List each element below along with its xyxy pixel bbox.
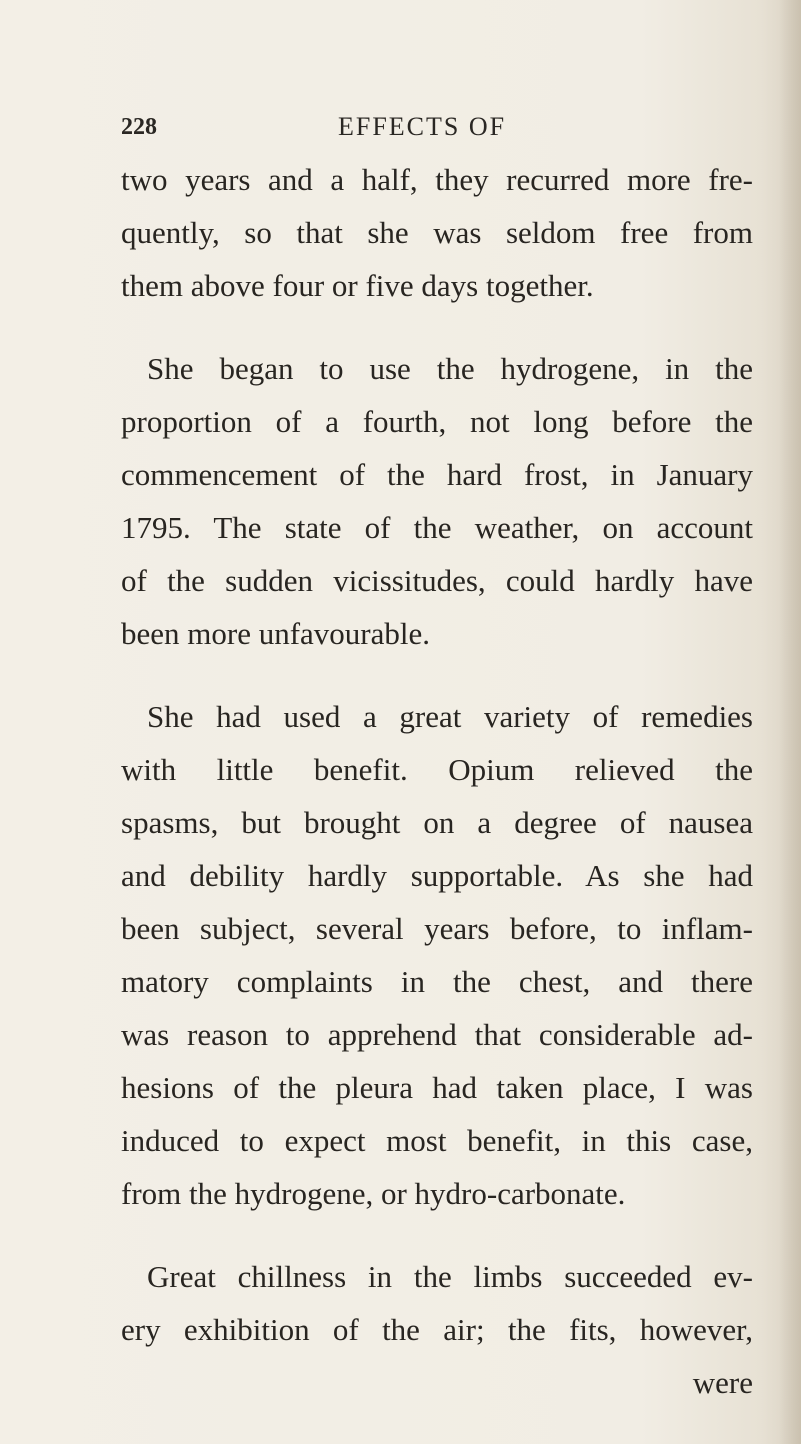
text-line: been subject, several years before, to inflam- — [121, 911, 753, 946]
text-line: hesions of the pleura had taken place, I was — [121, 1070, 753, 1105]
page-header — [0, 112, 801, 152]
text-line: She had used a great variety of remedies — [147, 699, 753, 734]
text-line: She began to use the hydrogene, in the — [147, 351, 753, 386]
text-line: spasms, but brought on a degree of nausea — [121, 805, 753, 840]
text-line: proportion of a fourth, not long before the — [121, 404, 753, 439]
running-head: EFFECTS OF — [338, 112, 507, 141]
text-line: was reason to apprehend that considerable ad- — [121, 1017, 753, 1052]
text-line: quently, so that she was seldom free from — [121, 215, 753, 250]
text-line: of the sudden vicissitudes, could hardly have — [121, 563, 753, 598]
text-line: 1795. The state of the weather, on account — [121, 510, 753, 545]
text-line: matory complaints in the chest, and there — [121, 964, 753, 999]
text-line: induced to expect most benefit, in this case, — [121, 1123, 753, 1158]
text-line: commencement of the hard frost, in January — [121, 457, 753, 492]
text-line: with little benefit. Opium relieved the — [121, 752, 753, 787]
text-line: two years and a half, they recurred more fre- — [121, 162, 753, 197]
text-line: them above four or five days together. — [121, 268, 594, 303]
text-line: been more unfavourable. — [121, 616, 431, 651]
page-edge-shadow — [779, 0, 801, 1444]
text-line: from the hydrogene, or hydro-carbonate. — [121, 1176, 626, 1211]
page-number: 228 — [121, 114, 157, 140]
text-line: Great chillness in the limbs succeeded ev- — [147, 1259, 753, 1294]
text-line: ery exhibition of the air; the fits, however, — [121, 1312, 753, 1347]
text-line: and debility hardly supportable. As she had — [121, 858, 753, 893]
catchword: were — [692, 1365, 753, 1400]
